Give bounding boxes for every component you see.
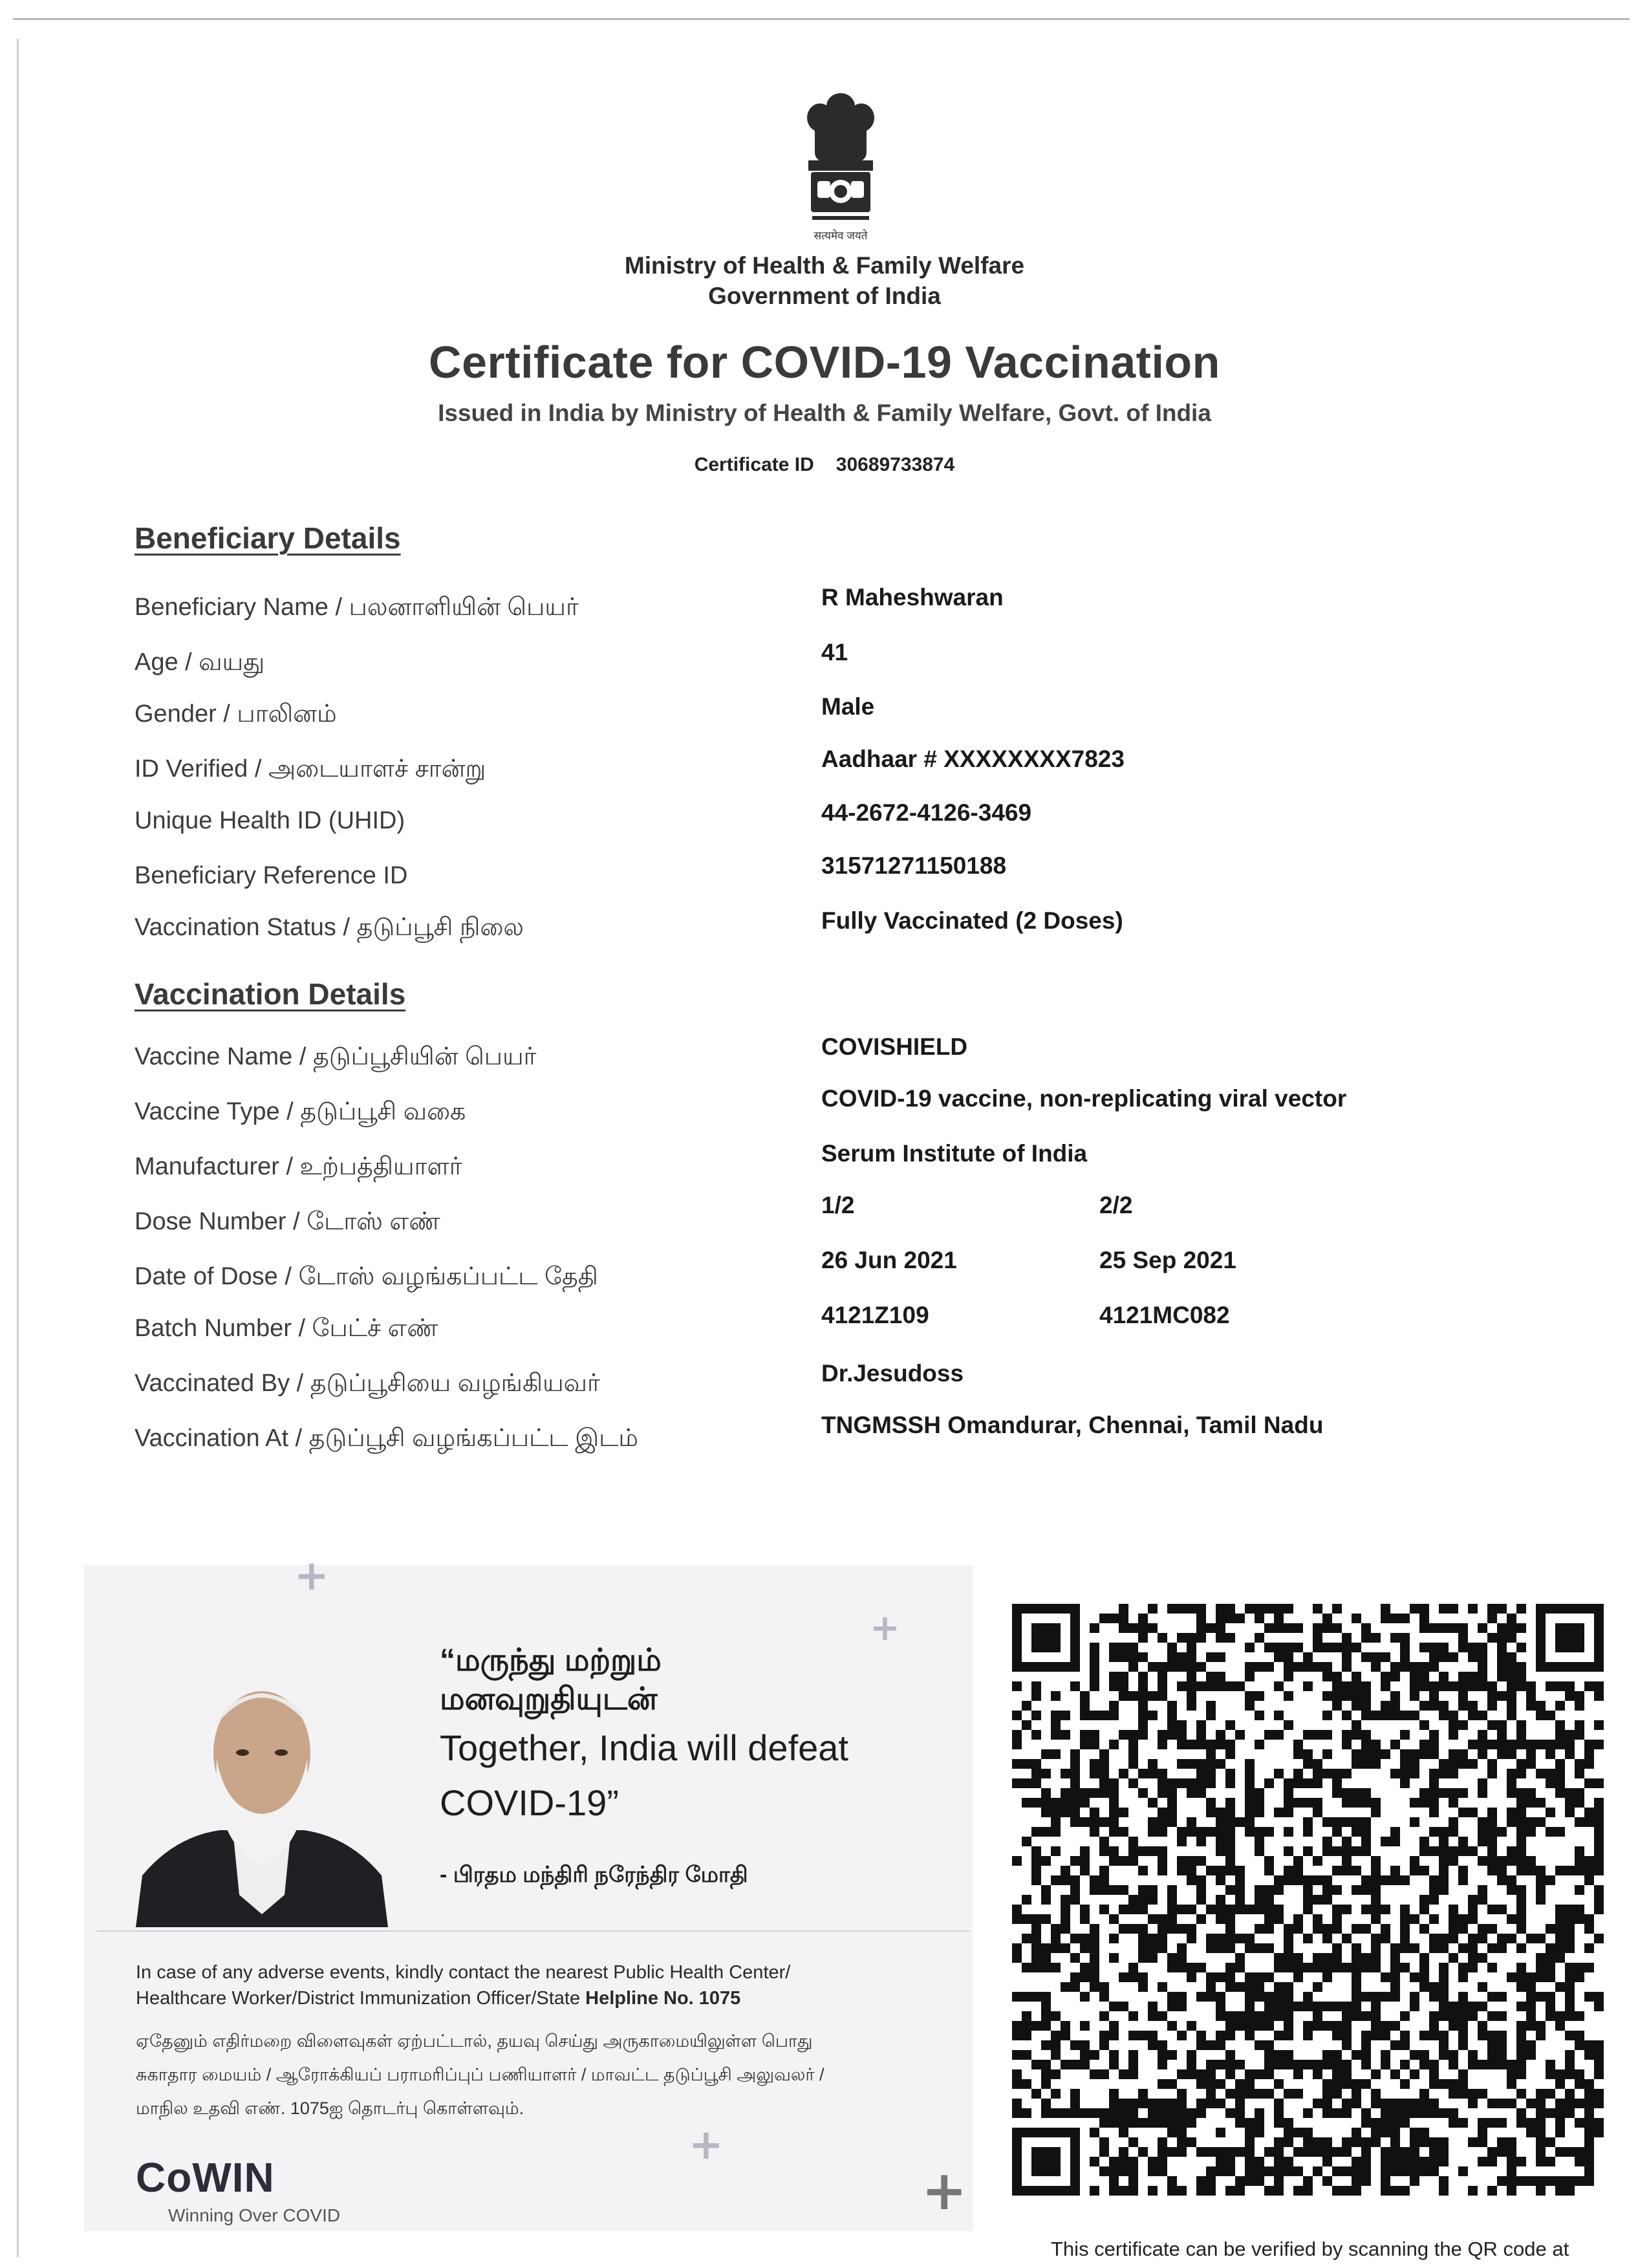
plus-icon: +	[921, 2159, 967, 2222]
manufacturer-label: Manufacturer / உற்பத்தியாளர்	[135, 1153, 462, 1180]
vaccination-status-value: Fully Vaccinated (2 Doses)	[821, 907, 1123, 934]
batch-number-value-1: 4121Z109	[821, 1302, 929, 1328]
plus-icon: +	[294, 1552, 329, 1600]
quote-english-line-1: Together, India will defeat	[440, 1727, 848, 1768]
vaccination-status-label: Vaccination Status / தடுப்பூசி நிலை	[135, 914, 524, 941]
vaccine-type-value: COVID-19 vaccine, non-replicating viral vector	[821, 1085, 1347, 1112]
certificate-id-label: Certificate ID	[694, 454, 814, 475]
qr-code-container	[999, 1591, 1617, 2209]
adverse-events-tamil-line-3: மாநில உதவி எண். 1075ஐ தொடர்பு கொள்ளவும்.	[136, 2099, 524, 2118]
vaccinated-by-value: Dr.Jesudoss	[821, 1360, 964, 1387]
cowin-tagline: Winning Over COVID	[168, 2205, 341, 2225]
vaccination-at-label: Vaccination At / தடுப்பூசி வழங்கப்பட்ட இடம்	[135, 1425, 638, 1452]
qr-modules	[1012, 1604, 1604, 2196]
plus-icon: +	[870, 1607, 900, 1649]
vaccine-name-value: COVISHIELD	[821, 1033, 968, 1060]
government-name: Government of India	[708, 283, 941, 309]
id-verified-label: ID Verified / அடையாளச் சான்று	[135, 755, 486, 783]
age-value: 41	[821, 639, 848, 665]
verification-note: This certificate can be verified by scanning the QR code at	[1051, 2238, 1569, 2260]
national-emblem-icon	[789, 91, 892, 239]
scan-edge	[13, 18, 1630, 20]
date-of-dose-value-2: 25 Sep 2021	[1099, 1247, 1236, 1273]
beneficiary-reference-id-label: Beneficiary Reference ID	[135, 862, 408, 889]
vaccination-at-value: TNGMSSH Omandurar, Chennai, Tamil Nadu	[821, 1412, 1324, 1438]
quote-attribution: - பிரதம மந்திரி நரேந்திர மோதி	[440, 1863, 748, 1887]
page-title: Certificate for COVID-19 Vaccination	[429, 337, 1220, 387]
vaccine-name-label: Vaccine Name / தடுப்பூசியின் பெயர்	[135, 1043, 537, 1070]
dose-number-label: Dose Number / டோஸ் எண்	[135, 1208, 440, 1235]
quote-tamil-line-1: “மருந்து மற்றும்	[440, 1643, 662, 1678]
quote-english-line-2: COVID-19”	[440, 1782, 619, 1823]
panel-divider	[97, 1930, 970, 1932]
certificate-id-value: 30689733874	[835, 454, 955, 475]
batch-number-label: Batch Number / பேட்ச் எண்	[135, 1315, 438, 1342]
date-of-dose-value-1: 26 Jun 2021	[821, 1247, 957, 1273]
ministry-name: Ministry of Health & Family Welfare	[624, 252, 1025, 279]
vaccination-section-title: Vaccination Details	[135, 977, 406, 1011]
cowin-logo: CoWIN	[136, 2154, 275, 2201]
vaccine-type-label: Vaccine Type / தடுப்பூசி வகை	[135, 1098, 466, 1125]
helpline-number: Helpline No. 1075	[585, 1988, 741, 2009]
adverse-events-tamil-line-2: சுகாதார மையம் / ஆரோக்கியப் பராமரிப்புப் பணியாளர் / மாவட்ட தடுப்பூசி அலுவலர் /	[136, 2065, 824, 2084]
adverse-events-tamil	[136, 2024, 964, 2125]
gender-value: Male	[821, 693, 875, 720]
adverse-events-tamil-line-1: ஏதேனும் எதிர்மறை விளைவுகள் ஏற்பட்டால், தயவு செய்து அருகாமையிலுள்ள பொது	[136, 2031, 813, 2051]
certificate-id	[0, 454, 1649, 476]
manufacturer-value: Serum Institute of India	[821, 1140, 1088, 1167]
page-subtitle: Issued in India by Ministry of Health & Family Welfare, Govt. of India	[438, 400, 1211, 426]
date-of-dose-label: Date of Dose / டோஸ் வழங்கப்பட்ட தேதி	[135, 1263, 598, 1290]
beneficiary-name-value: R Maheshwaran	[821, 584, 1004, 610]
beneficiary-reference-id-value: 31571271150188	[821, 852, 1007, 879]
gender-label: Gender / பாலினம்	[135, 700, 337, 728]
adverse-events-english-line-2: Healthcare Worker/District Immunization Officer/State	[136, 1988, 581, 2009]
beneficiary-name-label: Beneficiary Name / பலனாளியின் பெயர்	[135, 594, 579, 621]
qr-code-icon	[1012, 1604, 1604, 2196]
vaccinated-by-label: Vaccinated By / தடுப்பூசியை வழங்கியவர்	[135, 1370, 600, 1397]
age-label: Age / வயது	[135, 649, 265, 676]
id-verified-value: Aadhaar # XXXXXXXX7823	[821, 746, 1125, 772]
emblem-motto: सत्यमेव जयते	[814, 230, 868, 242]
uhid-label: Unique Health ID (UHID)	[135, 807, 405, 834]
dose-number-value-1: 1/2	[821, 1192, 855, 1218]
batch-number-value-2: 4121MC082	[1099, 1302, 1230, 1328]
dose-number-value-2: 2/2	[1099, 1192, 1133, 1218]
beneficiary-section-title: Beneficiary Details	[135, 521, 401, 555]
pm-portrait-image	[136, 1681, 388, 1927]
plus-icon: +	[689, 2121, 724, 2169]
adverse-events-english-line-1: In case of any adverse events, kindly contact the nearest Public Health Center/	[136, 1962, 791, 1983]
uhid-value: 44-2672-4126-3469	[821, 799, 1032, 826]
adverse-events-english	[136, 1960, 944, 2011]
quote-tamil-line-2: மனவுறுதியுடன்	[440, 1682, 658, 1716]
